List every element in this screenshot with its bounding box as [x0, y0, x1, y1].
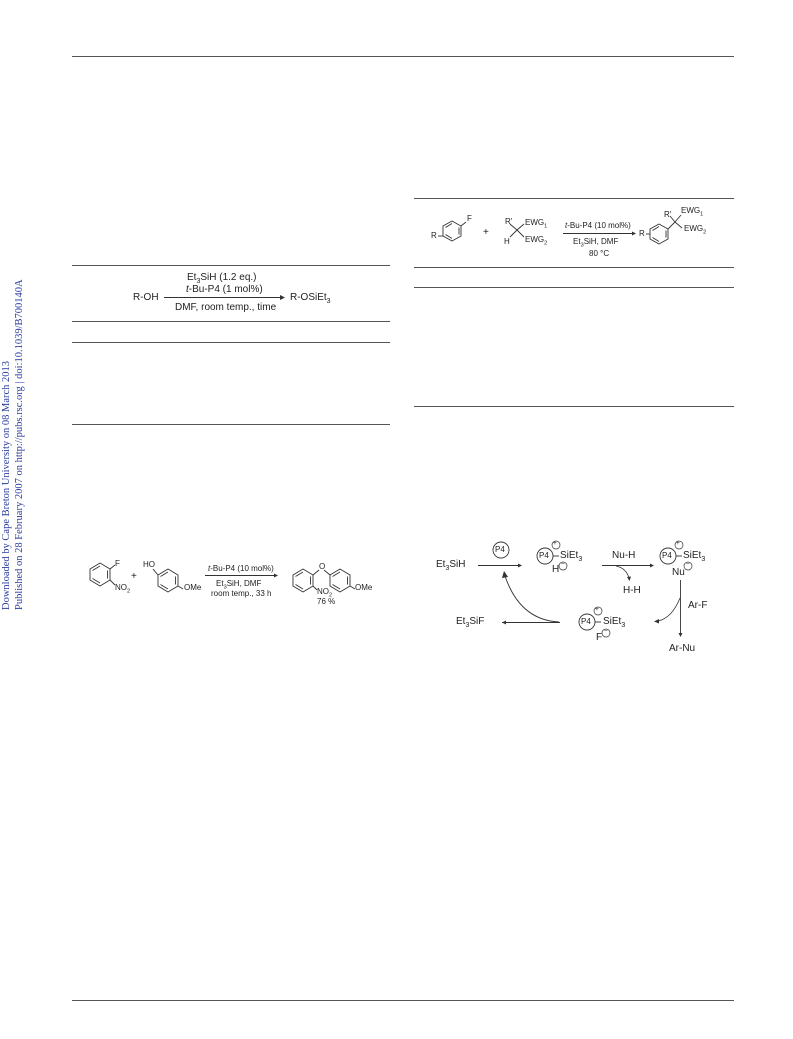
ether-product-methoxy-label: OMe [355, 583, 373, 592]
intermediate2-p4-label: P4 [662, 551, 672, 560]
product-r-label: R [639, 229, 645, 238]
nucleophile-ewg1-label: $EWG_1$ [525, 218, 548, 230]
product-ewg2-label: $EWG_2$ [684, 224, 707, 236]
ether-conditions-1: $Et_3SiH$, DMF [216, 579, 262, 591]
intermediate3-minus-label: − [604, 628, 608, 635]
intermediate2-nucleophile-label: Nu [672, 567, 685, 578]
table2-reagent: t-Bu-P4 (10 mol%) [565, 221, 631, 230]
intermediate1-p4-label: P4 [539, 551, 549, 560]
watermark-line-2: Published on 28 February 2007 on http://pubs.rsc.org | doi:10.1039/B700140A [14, 279, 25, 610]
intermediate2-minus-label: − [686, 561, 690, 568]
intermediate2-silyl-label: SiEt$_3$ [683, 550, 706, 563]
ether-oxygen-label: O [319, 562, 326, 571]
product-ewg1-label: $EWG_1$ [681, 206, 704, 218]
ether-product-nitro-label: $NO_2$ [317, 587, 333, 599]
coupled-product-label: Ar-Nu [669, 643, 696, 654]
silyl-fluoride-byproduct: $Et_3SiF$ [456, 616, 485, 629]
ether-fluoro-label: F [115, 559, 120, 568]
ether-plus: + [131, 571, 137, 582]
table1-product: R-OSiEt$_3$ [290, 292, 331, 305]
table1-conditions: DMF, room temp., time [175, 302, 277, 313]
nucleophile-label: Nu-H [612, 550, 636, 561]
table2-conditions-2: 80 °C [589, 249, 610, 258]
nucleophile-r-label: R' [505, 217, 513, 226]
intermediate1-plus-label: + [553, 540, 557, 547]
intermediate3-plus-label: + [595, 606, 599, 613]
ether-nitro-label: $NO_2$ [115, 583, 131, 595]
aryl-substituent-label: R [431, 231, 437, 240]
table2-conditions-1: $Et_3SiH$, DMF [573, 237, 619, 249]
intermediate3-p4-label: P4 [581, 617, 591, 626]
nucleophile-h-label: H [504, 237, 510, 246]
catalyst-regeneration-arrow [502, 571, 559, 622]
mechanism-start-silane: $Et_3SiH$ [436, 559, 466, 572]
intermediate1-hydride-label: H [552, 564, 560, 575]
intermediate2-plus-label: + [676, 540, 680, 547]
table1-reagent-catalyst: t-Bu-P4 (1 mol%) [186, 284, 263, 295]
watermark-line-1: Downloaded by Cape Breton University on 08 March 2013 [1, 360, 12, 610]
mechanism-arrow-1 [478, 564, 522, 568]
intermediate3-fluoride-label: F [596, 632, 603, 643]
hydrogen-gas-label: H-H [623, 585, 641, 596]
table1-reagent-silane: $Et_3SiH$ (1.2 eq.) [187, 272, 257, 285]
product-r2-label: R' [664, 210, 672, 219]
mechanism-arrow-down [654, 580, 683, 637]
aryl-fluoride-label: F [467, 214, 472, 223]
intermediate1-minus-label: − [561, 561, 565, 568]
table2-plus: + [483, 227, 489, 238]
aryl-fluoride-label: Ar-F [688, 600, 708, 611]
intermediate1-silyl-label: SiEt$_3$ [560, 550, 583, 563]
ether-methoxy-label: OMe [184, 583, 202, 592]
ether-hydroxyl-label: HO [143, 560, 155, 569]
ether-yield: 76 % [317, 597, 336, 606]
mechanism-arrow-2 [602, 564, 654, 582]
nucleophile-ewg2-label: $EWG_2$ [525, 235, 548, 247]
table1-reactant: R-OH [133, 292, 159, 303]
intermediate3-silyl-label: SiEt$_3$ [603, 616, 626, 629]
catalyst-label: P4 [495, 545, 505, 554]
ether-reagent: t-Bu-P4 (10 mol%) [208, 564, 274, 573]
ether-conditions-2: room temp., 33 h [211, 589, 272, 598]
